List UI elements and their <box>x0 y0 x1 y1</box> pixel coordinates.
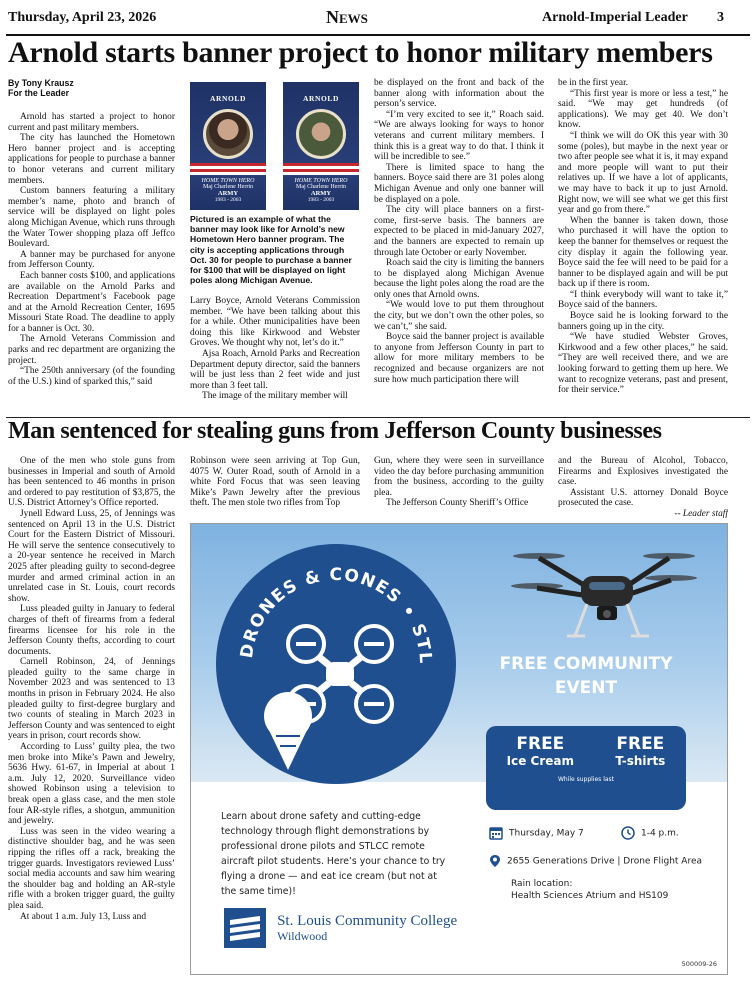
banner-photo-right <box>283 82 359 210</box>
banner-hero-label: HOME TOWN HERO <box>201 178 255 184</box>
free-tshirts-label: T-shirts <box>615 754 666 768</box>
event-time: 1-4 p.m. <box>641 828 679 839</box>
paragraph: and the Bureau of Alcohol, Tobacco, Firearms and Explosives investigated the case. <box>558 456 728 488</box>
banner-name: Maj Charlene Herrin <box>296 184 346 190</box>
college-name: St. Louis Community College <box>277 913 458 929</box>
free-tshirts-heading: FREE <box>616 734 665 754</box>
banner-years: 1983 - 2003 <box>307 197 335 203</box>
paragraph: The Arnold Veterans Commission and parks and rec department are organizing the project. <box>8 334 175 366</box>
story1-headline: Arnold starts banner project to honor military members <box>8 36 713 69</box>
banner-city: ARNOLD <box>302 94 340 103</box>
paragraph: Assistant U.S. attorney Donald Boyce prosecuted the case. <box>558 487 728 509</box>
story1-column-1 <box>8 78 175 418</box>
event-title-line2: EVENT <box>554 678 618 698</box>
ice-cream-cone-icon <box>264 692 312 770</box>
ad-description: Learn about drone safety and cutting-edge technology through flight demonstrations by professional drone pilots and STLCC remote aircraft pilot students. Here’s your chance to try flying a drone — and eat ice cream (but not at the same time)! <box>221 811 446 897</box>
story2-column-3 <box>374 456 544 518</box>
banner-years: 1983 - 2003 <box>214 197 242 203</box>
free-ice-cream-label: Ice Cream <box>506 754 575 768</box>
paragraph: Arnold has started a project to honor current and past military members. <box>8 112 175 133</box>
banner-name: Maj Charlene Herrin <box>203 184 253 190</box>
paragraph: Custom banners featuring a military member’s name, photo and branch of service will be displayed on light poles along Michigan Avenue, which runs through the Water Tower shopping plaza off Jeffco Boulevard. <box>8 186 175 250</box>
folio-section: News <box>326 7 368 27</box>
drones-cones-logo <box>216 544 456 784</box>
paragraph: Luss was seen in the video wearing a distinctive shoulder bag, and he was seen ripping the rifles off a rack, breaking the trigger guards. Investigators reviewed Luss’ social media accounts and saw him wearing the shoulder bag and holding an AR-style rifle with a broken trigger guard, the guilty plea said. <box>8 826 175 911</box>
folio-date: Thursday, April 23, 2026 <box>8 10 157 25</box>
paragraph: Robinson were seen arriving at Top Gun, 4075 W. Outer Road, south of Arnold in a white Ford Focus that was seen leaving Mike’s Pawn Jewelry after the previous theft. The men stole two rifles from Top <box>190 456 360 509</box>
paragraph: Boyce said he is looking forward to the banners going up in the city. <box>558 311 728 332</box>
story2-column-2 <box>190 456 360 518</box>
clock-icon <box>621 826 635 840</box>
event-location: 2655 Generations Drive | Drone Flight Area <box>507 856 703 867</box>
paragraph: Each banner costs $100, and applications are available on the Arnold Parks and Recreation Department’s Facebook page and at the Arnold Recreation Center, 1695 Missouri State Road. The deadline to apply for a banner is Oct. 30. <box>8 270 175 334</box>
photo-caption: Pictured is an example of what the banner may look like for Arnold’s new Hometown Hero banner program. The city is accepting applications through Oct. 30 for people to purchase a banner for $100 that will be displayed on light poles along Michigan Avenue. <box>190 214 352 286</box>
rain-location-label: Rain location: <box>511 879 573 889</box>
event-time-row <box>621 826 679 840</box>
free-ice-cream-heading: FREE <box>516 734 565 754</box>
ad-code: 500009-26 <box>681 960 717 968</box>
paragraph: “We have studied Webster Groves, Kirkwood and a few other places,” he said. “They are well received there, and we are looking forward to getting them up here. We want to recognize veterans, past and present, for their service.” <box>558 332 728 396</box>
paragraph: Gun, where they were seen in surveillance video the day before purchasing ammunition from the business, according to the guilty plea. <box>374 456 544 498</box>
rain-location-block <box>511 878 668 902</box>
story2-headline: Man sentenced for stealing guns from Jefferson County businesses <box>8 418 662 444</box>
event-location-row <box>489 854 702 868</box>
paragraph: “I think everybody will want to take it,” Boyce said of the banners. <box>558 289 728 311</box>
paragraph: There is limited space to hang the banners. Boyce said there are 31 poles along Michigan Avenue and only one banner will be displayed on a pole. <box>374 162 544 205</box>
story1-column-2 <box>190 296 360 418</box>
flag-stripes <box>283 163 359 175</box>
calendar-icon <box>489 826 503 840</box>
paragraph: “I think we will do OK this year with 30 some (poles), but maybe in the next year or two after people see what it is, it may expand and more people will want to put their relatives up. If we have a lot of applicants, we may have to back it up to just Arnold. Right now, we will see what we get this first year and go from there.” <box>558 130 728 216</box>
folio-page-number: 3 <box>717 10 724 25</box>
event-date-row <box>489 826 584 840</box>
paragraph: be displayed on the front and back of the banner along with information about the person’s service. <box>374 78 544 110</box>
supplies-note: While supplies last <box>557 776 615 783</box>
drones-and-cones-ad <box>190 523 728 975</box>
paragraph: According to Luss’ guilty plea, the two men broke into Mike’s Pawn and Jewelry, 5636 Hwy. 61-67, in Imperial at about 1 a.m. July 12, 2020. Surveillance video showed Robinson using a television to break open a glass case, and the men stole four AR-style rifles, a shotgun, ammunition and jewelry. <box>8 742 175 827</box>
event-date: Thursday, May 7 <box>509 828 584 839</box>
story2-column-1 <box>8 456 175 976</box>
paragraph: Boyce said the banner project is available to anyone from Jefferson County in part to allow for more military members to be recognized and because organizers are not sure how much participation there will <box>374 332 544 385</box>
paragraph: Jynell Edward Luss, 25, of Jennings was sentenced on April 13 in the U.S. District Court for the Eastern District of Missouri. He will serve the sentence consecutively to a 20-year sentence he received in March 2025 after pleading guilty to second-degree murder and armed criminal action in an unrelated case in St. Louis, court records show. <box>8 508 175 604</box>
paragraph: Larry Boyce, Arnold Veterans Commission member. “We have been talking about this for a while. Other municipalities have been doing this like Kirkwood and Webster Groves. We thought why not, let’s do it.” <box>190 296 360 349</box>
paragraph: “I’m very excited to see it,” Roach said. “We are always looking for ways to honor veterans and current military members. I think this is a great way to do that. I think it will be incredible to see.” <box>374 109 544 163</box>
byline-role: For the Leader <box>8 88 70 98</box>
paragraph: The city will place banners on a first-come, first-serve basis. The banners are expected to be placed in mid-January 2027, and the banners are expected to remain up through late October or early November. <box>374 205 544 258</box>
banner-photo-left <box>190 82 266 210</box>
paragraph: The city has launched the Hometown Hero banner project and is accepting applications for people to purchase a banner to honor veterans and current military members. <box>8 133 175 186</box>
banner-branch: ARMY <box>310 190 332 197</box>
event-title-line1: FREE COMMUNITY <box>499 654 673 674</box>
paragraph: When the banner is taken down, those who purchased it will have the option to keep the banner for themselves or request the city display it again the following year. Boyce said the fee will need to be paid for a banner to be displayed again and will be put back up if there is room. <box>558 215 728 290</box>
story1-column-3 <box>374 78 544 418</box>
event-title <box>496 652 676 700</box>
rain-location-value: Health Sciences Atrium and HS109 <box>511 891 669 901</box>
freebies-box <box>486 726 686 810</box>
paragraph: The image of the military member will <box>202 391 348 402</box>
paragraph: Roach said the city is limiting the banners to be displayed along Michigan Avenue because the light poles along the road are the only ones that Arnold owns. <box>374 258 544 300</box>
map-pin-icon <box>489 854 501 868</box>
college-campus: Wildwood <box>277 929 328 943</box>
paragraph: “We would love to put them throughout the city, but we don’t own the other poles, so we can’t,” she said. <box>374 300 544 332</box>
story2-column-4 <box>558 456 728 518</box>
banner-branch: ARMY <box>217 190 239 197</box>
paragraph: Carnell Robinson, 24, of Jennings pleaded guilty to the same charge in November 2023 and was sentenced to 13 months in prison in February 2024. He also pleaded guilty to first-degree burglary and two counts of stealing in March 2023 in Jefferson County and was sentenced to eight years in prison, court records show. <box>8 657 175 742</box>
soldier-portrait <box>296 109 346 159</box>
paragraph: be in the first year. <box>558 78 629 88</box>
stlcc-logo <box>224 908 457 948</box>
logo-ring-textpath: DRONES & CONES • STL <box>236 564 436 666</box>
paragraph: At about 1 a.m. July 13, Luss and <box>20 911 147 922</box>
paragraph: One of the men who stole guns from businesses in Imperial and south of Arnold has been sentenced to 46 months in prison and ordered to pay restitution of $3,875, the U.S. District Attorney’s Office reported. <box>8 456 175 509</box>
folio-paper: Arnold-Imperial Leader <box>542 10 688 25</box>
soldier-portrait <box>203 109 253 159</box>
paragraph: A banner may be purchased for anyone from Jefferson County. <box>8 249 175 271</box>
drone-body-icon <box>326 662 354 686</box>
stlcc-mark-icon <box>224 908 266 948</box>
paragraph: Ajsa Roach, Arnold Parks and Recreation Department deputy director, said the banners will be just less than 2 feet wide and just more than 3 feet tall. <box>190 348 360 391</box>
quadcopter-drone-image <box>509 538 699 648</box>
paragraph: Luss pleaded guilty in January to federal charges of theft of firearms from a federal firearms licensee for his role in the Jefferson County thefts, according to court documents. <box>8 604 175 657</box>
paragraph: “The 250th anniversary (of the founding of the U.S.) kind of sparked this,” said <box>8 366 175 387</box>
flag-stripes <box>190 163 266 175</box>
byline-name: By Tony Krausz <box>8 78 74 88</box>
paragraph: The Jefferson County Sheriff’s Office <box>386 498 529 509</box>
banner-hero-label: HOME TOWN HERO <box>294 178 348 184</box>
story-signoff: -- Leader staff <box>674 508 728 518</box>
paragraph: “This first year is more or less a test,” he said. “We may get hundreds (of applications). We may get 40. We don’t know. <box>558 88 728 131</box>
logo-artwork <box>216 544 456 784</box>
story1-column-4 <box>558 78 728 418</box>
banner-city: ARNOLD <box>209 94 247 103</box>
